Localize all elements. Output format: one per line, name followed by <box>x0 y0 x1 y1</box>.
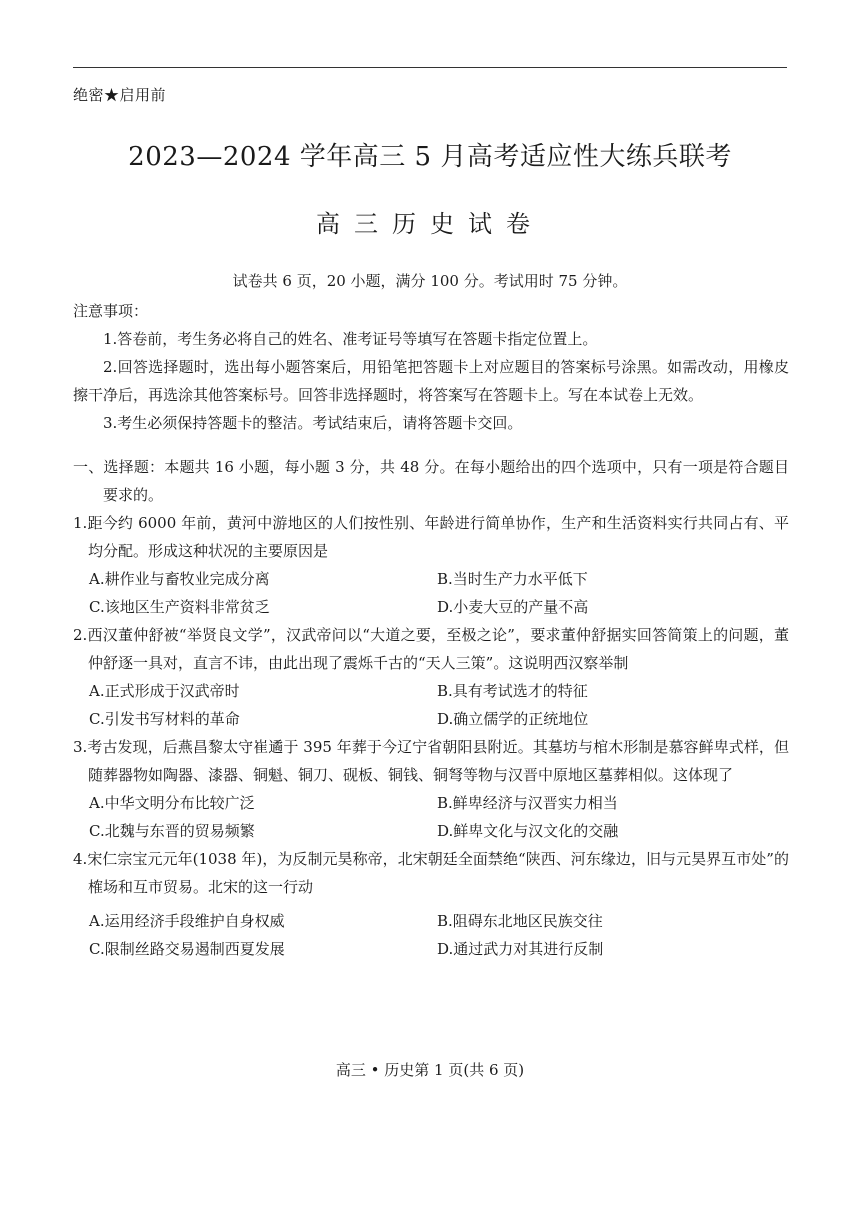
question-2 <box>73 621 789 733</box>
question-stem: 1.距今约 6000 年前，黄河中游地区的人们按性别、年龄进行简单协作，生产和生活资料实行共同占有、平均分配。形成这种状况的主要原因是 <box>73 514 789 560</box>
option-d: D.确立儒学的正统地位 <box>437 710 589 728</box>
option-d: D.通过武力对其进行反制 <box>437 940 604 958</box>
question-options <box>73 907 789 963</box>
question-4 <box>73 845 789 963</box>
section-intro: 一、选择题：本题共 16 小题，每小题 3 分，共 48 分。在每小题给出的四个选项中，只有一项是符合题目要求的。 <box>73 458 789 504</box>
header-rule <box>73 67 787 68</box>
option-a: A.耕作业与畜牧业完成分离 <box>89 570 270 588</box>
page-footer: 高三 • 历史第 1 页(共 6 页) <box>335 1061 525 1079</box>
main-title: 2023—2024 学年高三 5 月高考适应性大练兵联考 <box>128 142 732 172</box>
question-3 <box>73 733 789 845</box>
exam-info: 试卷共 6 页，20 小题，满分 100 分。考试用时 75 分钟。 <box>232 272 628 290</box>
option-d: D.鲜卑文化与汉文化的交融 <box>437 822 619 840</box>
note-item: 2.回答选择题时，选出每小题答案后，用铅笔把答题卡上对应题目的答案标号涂黑。如需改动，用橡皮擦干净后，再选涂其他答案标号。回答非选择题时，将答案写在答题卡上。写在本试卷上无效。 <box>73 358 789 404</box>
notes-label: 注意事项： <box>73 302 149 320</box>
note-item: 1.答卷前，考生务必将自己的姓名、准考证号等填写在答题卡指定位置上。 <box>103 330 598 348</box>
option-c: C.北魏与东晋的贸易频繁 <box>89 822 255 840</box>
question-options <box>73 677 789 733</box>
question-stem: 4.宋仁宗宝元元年(1038 年)，为反制元昊称帝，北宋朝廷全面禁绝“陕西、河东缘边，旧与元昊界互市处”的榷场和互市贸易。北宋的这一行动 <box>73 850 789 896</box>
sub-title: 高三历史试卷 <box>316 210 544 238</box>
option-b: B.鲜卑经济与汉晋实力相当 <box>437 794 618 812</box>
option-b: B.具有考试选才的特征 <box>437 682 588 700</box>
option-a: A.运用经济手段维护自身权威 <box>89 912 285 930</box>
option-d: D.小麦大豆的产量不高 <box>437 598 589 616</box>
question-options <box>73 789 789 845</box>
exam-content <box>73 297 789 963</box>
option-c: C.该地区生产资料非常贫乏 <box>89 598 270 616</box>
note-item: 3.考生必须保持答题卡的整洁。考试结束后，请将答题卡交回。 <box>103 414 523 432</box>
question-1 <box>73 509 789 621</box>
secret-label: 绝密★启用前 <box>73 86 167 104</box>
question-stem: 3.考古发现，后燕昌黎太守崔遹于 395 年葬于今辽宁省朝阳县附近。其墓坊与棺木形制是慕容鲜卑式样，但随葬器物如陶器、漆器、铜魁、铜刀、砚板、铜钱、铜弩等物与汉晋中原地区墓葬相似。这体现了 <box>73 738 789 784</box>
option-b: B.阻碍东北地区民族交往 <box>437 912 603 930</box>
question-options <box>73 565 789 621</box>
option-b: B.当时生产力水平低下 <box>437 570 588 588</box>
option-c: C.限制丝路交易遏制西夏发展 <box>89 940 285 958</box>
option-a: A.正式形成于汉武帝时 <box>89 682 240 700</box>
question-stem: 2.西汉董仲舒被“举贤良文学”，汉武帝问以“大道之要，至极之论”，要求董仲舒据实回答简策上的问题，董仲舒逐一具对，直言不讳，由此出现了震烁千古的“天人三策”。这说明西汉察举制 <box>73 626 789 672</box>
option-c: C.引发书写材料的革命 <box>89 710 240 728</box>
option-a: A.中华文明分布比较广泛 <box>89 794 255 812</box>
